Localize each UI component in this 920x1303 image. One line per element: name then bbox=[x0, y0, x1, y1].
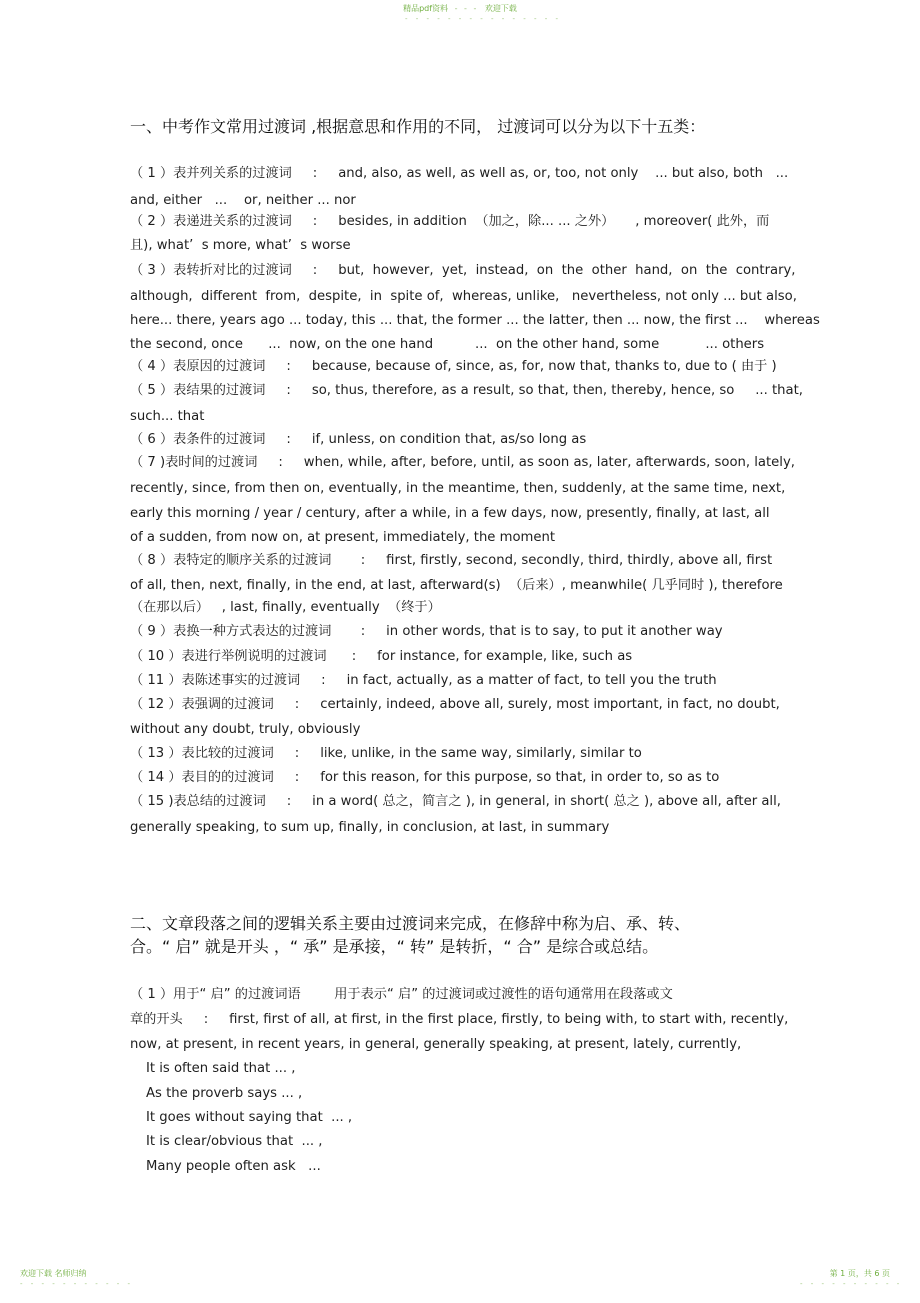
section-2-line: （ 1 ）用于“ 启” 的过渡词语 用于表示“ 启” 的过渡词或过渡性的语句通常用在段落或文 bbox=[130, 987, 673, 1002]
footer-page-number: 第 1 页，共 6 页 bbox=[829, 1269, 890, 1278]
header-dotted-rule: - - - - - - - - - - - - - - - bbox=[405, 15, 562, 23]
section-1-line: （ 10 ）表进行举例说明的过渡词 : for instance, for example, like, such as bbox=[130, 649, 633, 664]
section-2-phrase: It goes without saying that ... , bbox=[146, 1110, 353, 1125]
section-1-line: （ 13 ）表比较的过渡词 : like, unlike, in the same way, similarly, similar to bbox=[130, 746, 642, 761]
footer-left-dotted-rule: - - - - - - - - - - - bbox=[20, 1280, 134, 1288]
section-1-line: of a sudden, from now on, at present, immediately, the moment bbox=[130, 530, 556, 545]
page-header bbox=[0, 4, 920, 14]
section-1-line: of all, then, next, finally, in the end, at last, afterward(s) （后来）, meanwhile( 几乎同时 ), therefore bbox=[130, 578, 783, 593]
section-2-title-line-1: 二、文章段落之间的逻辑关系主要由过渡词来完成，在修辞中称为启、承、转、 bbox=[130, 914, 691, 933]
section-1-line: （ 2 ）表递进关系的过渡词 : besides, in addition （加之，除... ... 之外） , moreover( 此外，而 bbox=[130, 214, 770, 229]
section-1-line: here... there, years ago ... today, this ... that, the former ... the latter, then ... now, the first ... whereas bbox=[130, 313, 820, 328]
section-1-line: the second, once ... now, on the one hand ... on the other hand, some ... others bbox=[130, 337, 765, 352]
section-2-phrase: It is clear/obvious that ... , bbox=[146, 1134, 323, 1149]
section-1-line: early this morning / year / century, after a while, in a few days, now, presently, finally, at last, all bbox=[130, 506, 770, 521]
section-2-phrase: As the proverb says ... , bbox=[146, 1086, 303, 1101]
section-1-line: （ 3 ）表转折对比的过渡词 : but, however, yet, instead, on the other hand, on the contrary, bbox=[130, 263, 796, 278]
section-2-phrase: Many people often ask ... bbox=[146, 1159, 321, 1174]
footer-left-text: 欢迎下载 名师归纳 bbox=[20, 1269, 87, 1278]
section-1-line: （ 14 ）表目的的过渡词 : for this reason, for this purpose, so that, in order to, so as to bbox=[130, 770, 720, 785]
section-1-line: and, either ... or, neither ... nor bbox=[130, 193, 356, 208]
section-2-title-line-2: 合。“ 启” 就是开头 ，“ 承” 是承接，“ 转” 是转折，“ 合” 是综合或总结。 bbox=[130, 937, 659, 956]
section-1-line: such... that bbox=[130, 409, 205, 424]
section-1-line: （ 5 ）表结果的过渡词 : so, thus, therefore, as a result, so that, then, thereby, hence, so ... that, bbox=[130, 383, 803, 398]
header-left-text: 精品pdf资料 bbox=[403, 4, 449, 13]
section-1-line: （ 7 )表时间的过渡词 : when, while, after, before, until, as soon as, later, afterwards, soon, lately, bbox=[130, 455, 795, 470]
section-1-line: （ 1 ）表并列关系的过渡词 : and, also, as well, as well as, or, too, not only ... but also, both ... bbox=[130, 166, 789, 181]
section-1-line: （ 15 )表总结的过渡词 : in a word( 总之，简言之 ), in general, in short( 总之 ), above all, after all, bbox=[130, 794, 781, 809]
section-2-line: now, at present, in recent years, in general, generally speaking, at present, lately, currently, bbox=[130, 1037, 742, 1052]
section-1-line: recently, since, from then on, eventually, in the meantime, then, suddenly, at the same time, next, bbox=[130, 481, 786, 496]
header-separator: - - - bbox=[454, 4, 479, 13]
header-right-text: 欢迎下载 bbox=[484, 4, 517, 13]
section-2-phrase: It is often said that ... , bbox=[146, 1061, 296, 1076]
section-1-line: （ 12 ）表强调的过渡词 : certainly, indeed, above all, surely, most important, in fact, no doubt, bbox=[130, 697, 780, 712]
section-1-line: （ 9 ）表换一种方式表达的过渡词 : in other words, that is to say, to put it another way bbox=[130, 624, 723, 639]
section-1-line: 且), what’ s more, what’ s worse bbox=[130, 238, 351, 253]
section-1-line: （ 11 ）表陈述事实的过渡词 : in fact, actually, as a matter of fact, to tell you the truth bbox=[130, 673, 717, 688]
section-1-title: 一、中考作文常用过渡词 ,根据意思和作用的不同， 过渡词可以分为以下十五类： bbox=[130, 117, 706, 136]
section-1-line: （ 6 ）表条件的过渡词 : if, unless, on condition that, as/so long as bbox=[130, 432, 587, 447]
section-1-line: generally speaking, to sum up, finally, in conclusion, at last, in summary bbox=[130, 820, 610, 835]
section-1-line: （ 4 ）表原因的过渡词 : because, because of, since, as, for, now that, thanks to, due to ( 由于 ) bbox=[130, 359, 777, 374]
section-1-line: （ 8 ）表特定的顺序关系的过渡词 : first, firstly, second, secondly, third, thirdly, above all, first bbox=[130, 553, 773, 568]
footer-right-dotted-rule: - - - - - - - - - - bbox=[800, 1280, 903, 1288]
section-2-line: 章的开头 : first, first of all, at first, in the first place, firstly, to being with, to start with, recently, bbox=[130, 1012, 789, 1027]
section-1-line: （在那以后） , last, finally, eventually （终于） bbox=[130, 600, 441, 615]
section-1-line: without any doubt, truly, obviously bbox=[130, 722, 361, 737]
section-1-line: although, different from, despite, in spite of, whereas, unlike, nevertheless, not only ... but also, bbox=[130, 289, 797, 304]
